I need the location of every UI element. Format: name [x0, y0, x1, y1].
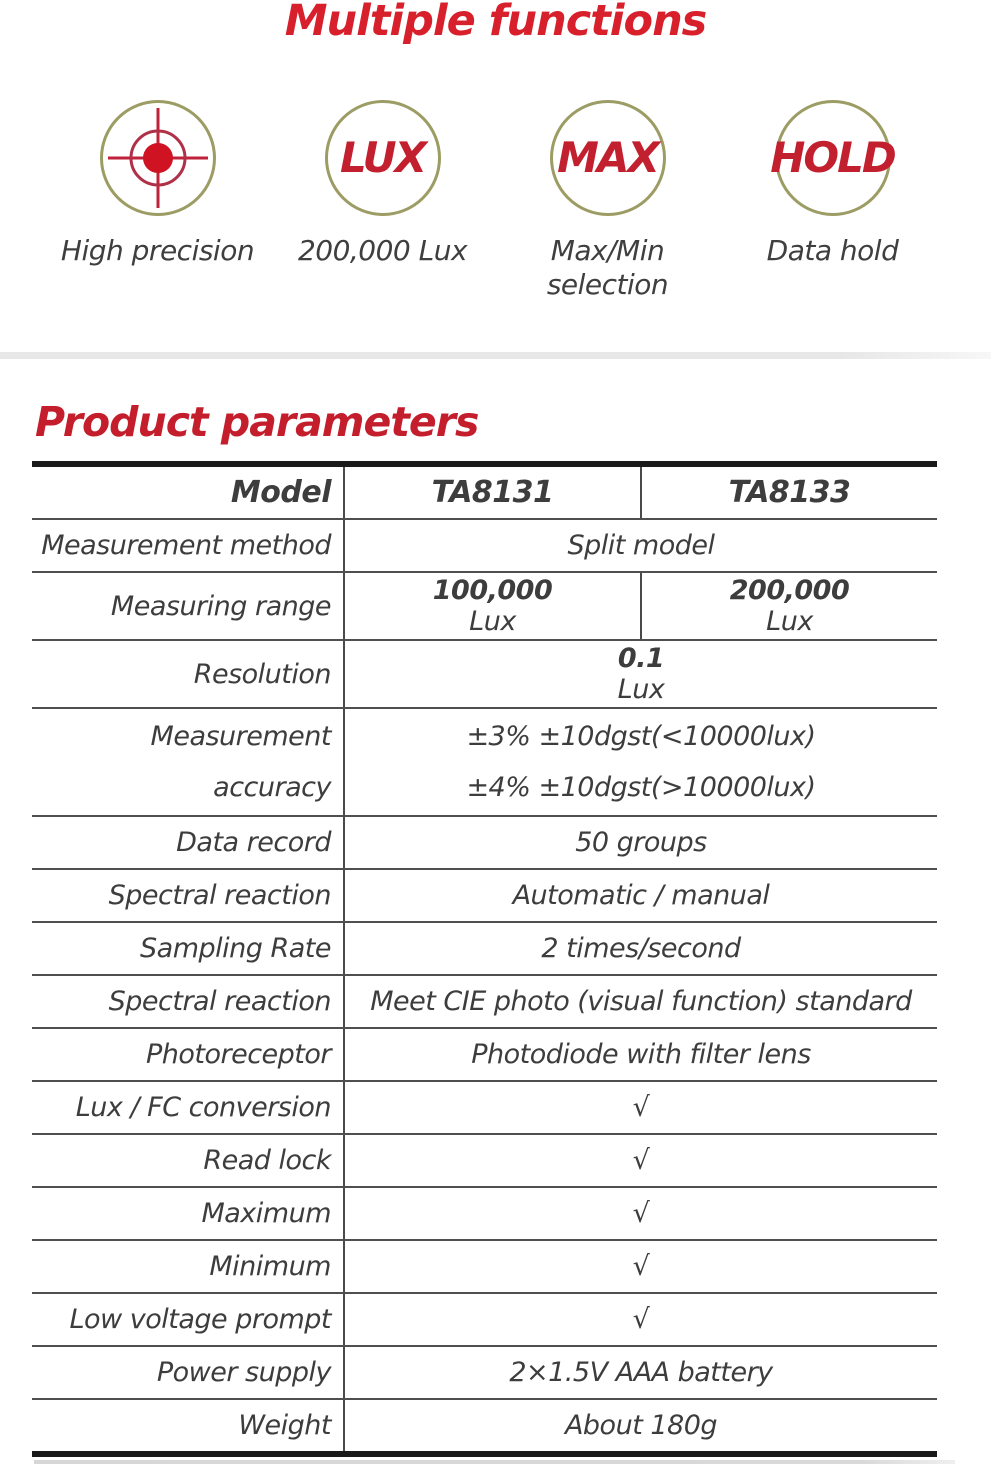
- table-header-row: [32, 467, 937, 518]
- row-label: Lux / FC conversion: [32, 1082, 345, 1133]
- row-value: √: [632, 1092, 650, 1123]
- feature-lux-range: [270, 100, 495, 301]
- row-value: 2 times/second: [541, 933, 741, 964]
- row-label: Measurement method: [32, 520, 345, 571]
- header-model-label: Model: [32, 467, 345, 518]
- hold-badge-icon: [770, 100, 895, 216]
- crosshair-target-icon: [100, 100, 216, 216]
- row-label: Power supply: [32, 1347, 345, 1398]
- table-row: [32, 1398, 937, 1451]
- row-value: [345, 709, 937, 815]
- max-badge-text: MAX: [557, 133, 658, 182]
- crosshair-target-svg: [103, 103, 213, 213]
- row-value: √: [632, 1304, 650, 1335]
- feature-data-hold: [720, 100, 945, 301]
- row-label: Read lock: [32, 1135, 345, 1186]
- row-label: Weight: [32, 1400, 345, 1451]
- table-body: [32, 518, 937, 1451]
- max-badge-icon: [550, 100, 666, 216]
- row-value: 2×1.5V AAA battery: [509, 1357, 773, 1388]
- row-value: Photodiode with filter lens: [471, 1039, 811, 1070]
- header-column-ta8133: TA8133: [728, 475, 851, 510]
- parameters-table: [32, 461, 937, 1457]
- table-row: [32, 1239, 937, 1292]
- table-row: [32, 639, 937, 707]
- row-label: Sampling Rate: [32, 923, 345, 974]
- row-value: About 180g: [564, 1410, 718, 1441]
- row-label: Photoreceptor: [32, 1029, 345, 1080]
- row-label: Resolution: [32, 641, 345, 707]
- feature-label-data-hold: Data hold: [766, 234, 899, 267]
- row-label: [32, 709, 345, 815]
- lux-badge-text: LUX: [340, 133, 425, 182]
- table-row: [32, 1345, 937, 1398]
- feature-max-min: [495, 100, 720, 301]
- table-row: [32, 571, 937, 639]
- row-label: Low voltage prompt: [32, 1294, 345, 1345]
- cell-line: ±3% ±10dgst(<10000lux): [466, 721, 816, 752]
- table-row: [32, 921, 937, 974]
- row-label: Minimum: [32, 1241, 345, 1292]
- row-value: 0.1 Lux: [617, 643, 665, 705]
- table-row: [32, 815, 937, 868]
- table-row: [32, 868, 937, 921]
- table-row: [32, 1080, 937, 1133]
- table-row: [32, 1027, 937, 1080]
- header-column-ta8131: TA8131: [345, 467, 642, 518]
- hold-badge-text: HOLD: [770, 133, 895, 182]
- feature-label-lux-range: 200,000 Lux: [297, 234, 468, 267]
- cell-line: Measurement: [150, 721, 331, 752]
- table-row: [32, 1186, 937, 1239]
- table-row: [32, 1133, 937, 1186]
- page-title: Multiple functions: [284, 0, 707, 46]
- table-row: [32, 1292, 937, 1345]
- table-row: [32, 707, 937, 815]
- cell-line: ±4% ±10dgst(>10000lux): [466, 772, 816, 803]
- row-value: Split model: [567, 530, 715, 561]
- row-label: Spectral reaction: [32, 976, 345, 1027]
- table-row: [32, 518, 937, 571]
- row-value: Automatic / manual: [512, 880, 770, 911]
- feature-high-precision: [45, 100, 270, 301]
- row-value: √: [632, 1145, 650, 1176]
- row-value: 100,000 Lux: [345, 573, 642, 639]
- feature-label-high-precision: High precision: [60, 234, 255, 267]
- row-label: Data record: [32, 817, 345, 868]
- features-row: [45, 100, 945, 301]
- row-label: Measuring range: [32, 573, 345, 639]
- table-row: [32, 974, 937, 1027]
- cell-line: accuracy: [213, 772, 331, 803]
- row-label: Maximum: [32, 1188, 345, 1239]
- row-value: √: [632, 1251, 650, 1282]
- row-label: Spectral reaction: [32, 870, 345, 921]
- parameters-title: Product parameters: [35, 398, 479, 446]
- section-divider: [0, 352, 991, 359]
- row-value: Meet CIE photo (visual function) standard: [370, 986, 912, 1017]
- feature-label-max-min: Max/Min selection: [546, 234, 669, 301]
- row-value: 200,000 Lux: [729, 575, 850, 637]
- row-value: √: [632, 1198, 650, 1229]
- row-value: 50 groups: [575, 827, 707, 858]
- lux-badge-icon: [325, 100, 441, 216]
